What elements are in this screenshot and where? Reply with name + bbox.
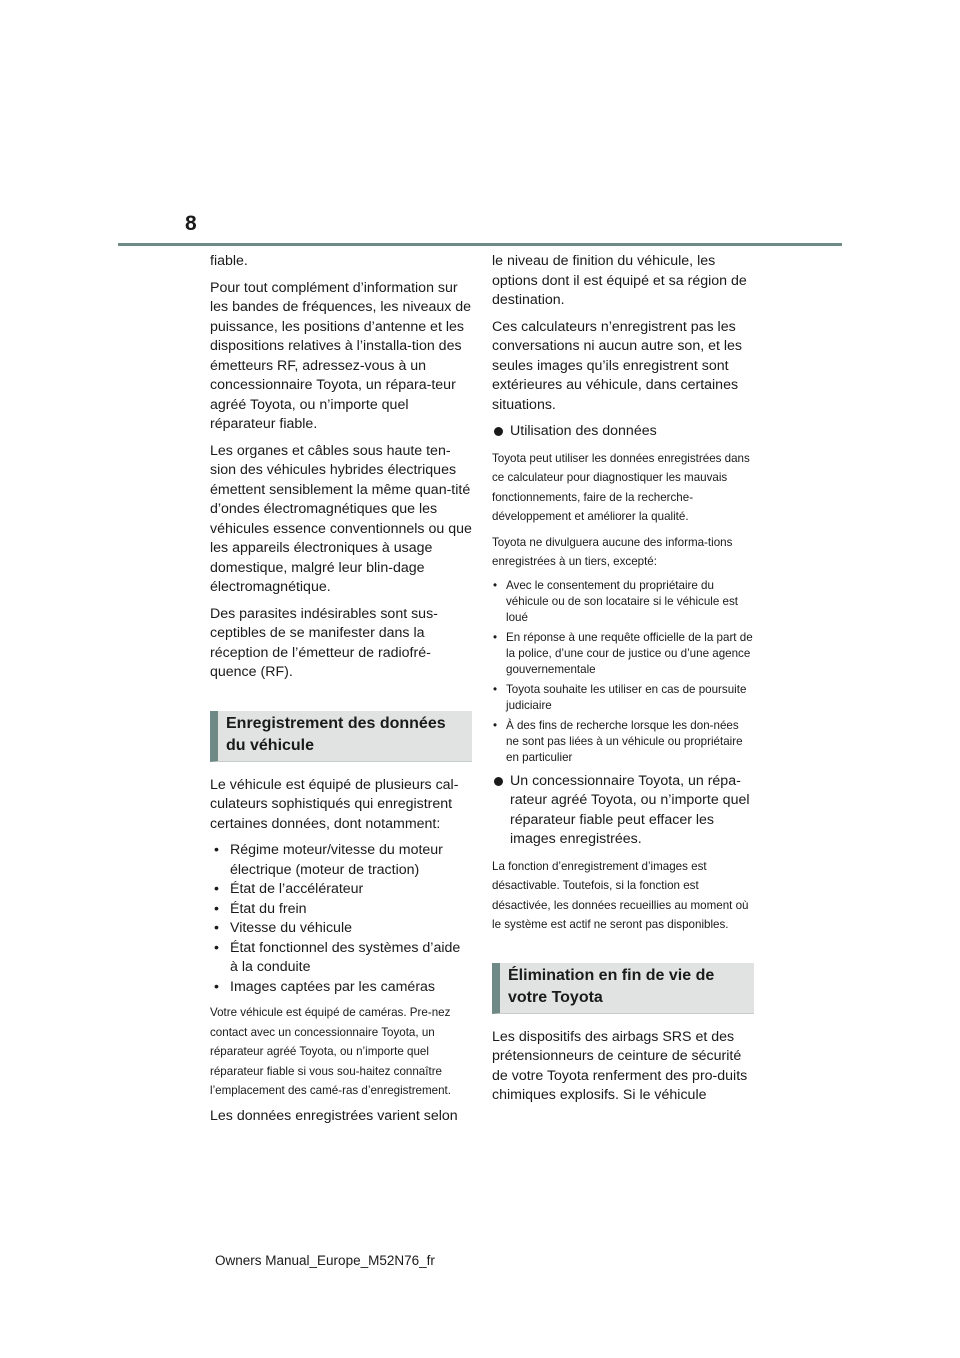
header-rule — [118, 243, 842, 246]
paragraph: Les données enregistrées varient selon — [210, 1107, 458, 1124]
right-column — [492, 252, 754, 1113]
disclosure-exceptions-list — [492, 578, 754, 766]
list-item: • Images captées par les caméras — [210, 978, 472, 998]
section-heading-data-recording: Enregistrement des données du véhicule — [210, 711, 472, 762]
paragraph: fiable. — [210, 253, 248, 269]
small-paragraph: La fonction d’enregistrement d’images est désactivable. Toutefois, si la fonction est désactivée, les données recueillies au moment où le système est actif ne seront pas disponibles. — [492, 859, 749, 931]
list-item: • Toyota souhaite les utiliser en cas de poursuite judiciaire — [492, 682, 754, 714]
list-item: • Avec le consentement du propriétaire du véhicule ou de son locataire si le véhicule est loué — [492, 578, 754, 626]
list-item: • État de l’accélérateur — [210, 880, 472, 900]
list-item: • Vitesse du véhicule — [210, 919, 472, 939]
bullet-heading-text: Utilisation des données — [510, 423, 657, 439]
list-item: • En réponse à une requête officielle de la part de la police, d’une cour de justice ou d’une agence gouvernementale — [492, 630, 754, 678]
paragraph: Le véhicule est équipé de plusieurs cal-culateurs sophistiqués qui enregistrent certaines données, dont notamment: — [210, 776, 459, 832]
left-column — [210, 252, 472, 1133]
list-item: • État du frein — [210, 900, 472, 920]
bullet-heading-data-use — [492, 422, 754, 442]
bullet-heading-text: Un concessionnaire Toyota, un répa-rateur agréé Toyota, ou n’importe quel réparateur fiable peut effacer les images enregistrées. — [510, 772, 750, 847]
paragraph: le niveau de finition du véhicule, les options dont il est équipé et sa région de destination. — [492, 253, 747, 308]
page-number: 8 — [185, 212, 197, 235]
footer-doc-id: Owners Manual_Europe_M52N76_fr — [215, 1253, 435, 1268]
paragraph: Ces calculateurs n’enregistrent pas les conversations ni aucun autre son, et les seules images qu’ils enregistrent sont extérieures au véhicule, dans certaines situations. — [492, 318, 743, 413]
section-heading-disposal: Élimination en fin de vie de votre Toyota — [492, 963, 754, 1014]
recorded-data-list — [210, 841, 472, 997]
paragraph: Pour tout complément d’information sur les bandes de fréquences, les niveaux de puissance, les positions d’antenne et les dispositions relatives à l’installa-tion des émetteurs RF, adressez-vous à un concessionnaire Toyota, un répara-teur agréé Toyota, ou n’importe quel réparateur fiable. — [210, 279, 472, 432]
list-item: • À des fins de recherche lorsque les don-nées ne sont pas liées à un véhicule ou propriétaire en particulier — [492, 718, 754, 766]
small-paragraph: Toyota peut utiliser les données enregistrées dans ce calculateur pour diagnostiquer les mauvais fonctionnements, faire de la recherche-développement et améliorer la qualité. — [492, 451, 750, 523]
small-paragraph: Toyota ne divulguera aucune des informa-tions enregistrées à un tiers, excepté: — [492, 535, 733, 568]
bullet-heading-erase-images — [492, 772, 754, 850]
bullet-dot-icon — [494, 777, 503, 786]
camera-note: Votre véhicule est équipé de caméras. Pre-nez contact avec un concessionnaire Toyota, un réparateur agréé Toyota, ou n’importe quel réparateur fiable si vous sou-haitez connaître l’emplacement des camé-ras d’enregistrement. — [210, 1006, 451, 1097]
list-item: • Régime moteur/vitesse du moteur électrique (moteur de traction) — [210, 841, 472, 880]
paragraph: Les organes et câbles sous haute ten-sion des véhicules hybrides électriques émettent sensiblement la même quan-tité d’ondes électromagnétiques que les véhicules essence conventionnels ou que les appareils électroniques à usage domestique, malgré leur blin-dage électromagnétique. — [210, 442, 472, 595]
list-item: • État fonctionnel des systèmes d’aide à la conduite — [210, 939, 472, 978]
paragraph: Les dispositifs des airbags SRS et des prétensionneurs de ceinture de sécurité de votre Toyota renferment des pro-duits chimiques explosifs. Si le véhicule — [492, 1028, 748, 1103]
paragraph: Des parasites indésirables sont sus-ceptibles de se manifester dans la réception de l’émetteur de radiofré-quence (RF). — [210, 605, 438, 680]
bullet-dot-icon — [494, 427, 503, 436]
